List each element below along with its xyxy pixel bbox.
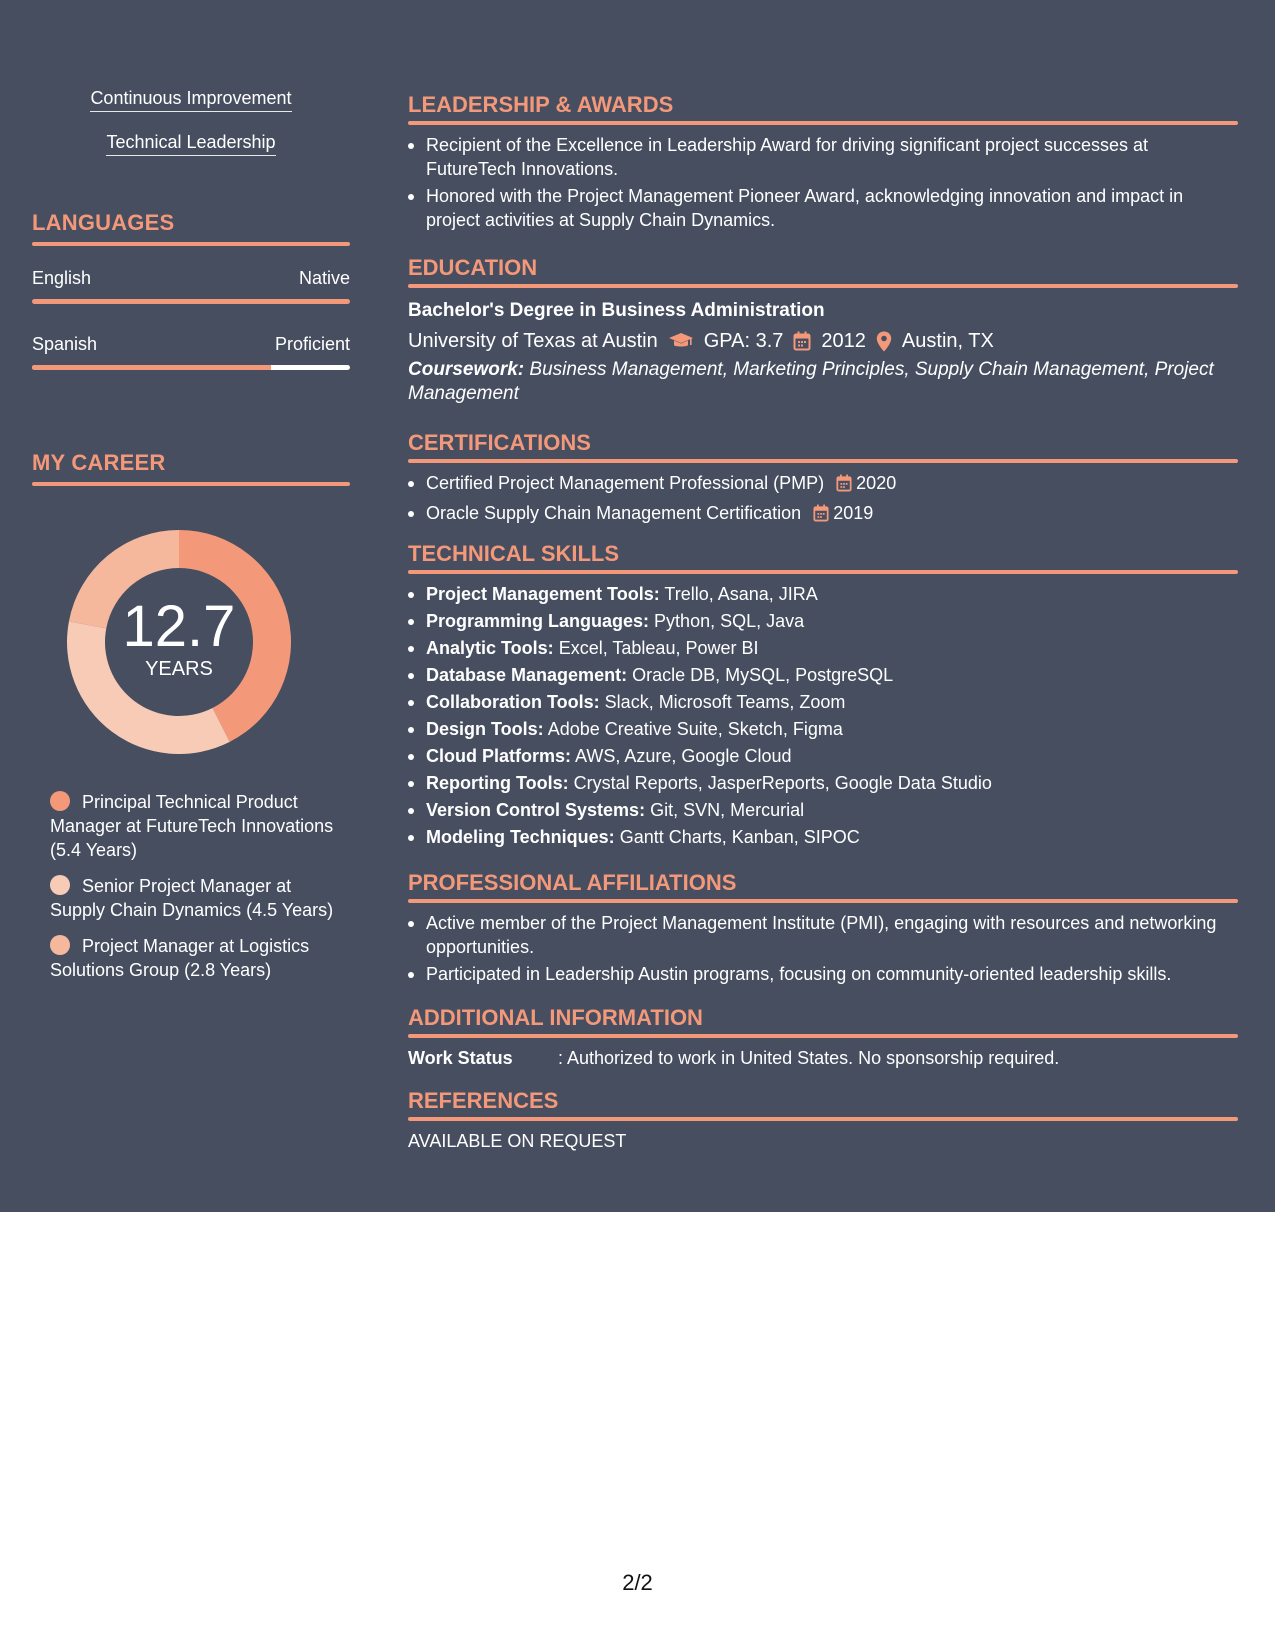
sidebar xyxy=(0,0,383,1212)
list-item: Active member of the Project Management Institute (PMI), engaging with resources and networking opportunities. xyxy=(408,911,1238,959)
skill-label: Version Control Systems: xyxy=(426,800,646,820)
page-number: 2/2 xyxy=(622,1570,653,1595)
work-status-value: : Authorized to work in United States. No sponsorship required. xyxy=(558,1048,1060,1068)
skill-item xyxy=(408,609,1238,634)
career-total-unit: YEARS xyxy=(145,657,213,680)
leadership-list xyxy=(408,133,1238,232)
skill-item xyxy=(408,825,1238,850)
strengths-list xyxy=(32,86,350,174)
heading-rule xyxy=(408,1034,1238,1038)
skill-label: Project Management Tools: xyxy=(426,584,660,604)
certification-name: Certified Project Management Professional (PMP) xyxy=(426,473,825,493)
skill-value: Gantt Charts, Kanban, SIPOC xyxy=(619,827,860,847)
work-status-label: Work Status xyxy=(408,1048,513,1068)
skill-item xyxy=(408,690,1238,715)
language-name: English xyxy=(32,268,92,288)
calendar-icon xyxy=(836,474,852,498)
skill-value: Trello, Asana, JIRA xyxy=(664,584,818,604)
certifications-heading: CERTIFICATIONS xyxy=(408,430,591,455)
language-proficiency-bar xyxy=(32,365,350,370)
list-item: Participated in Leadership Austin programs, focusing on community-oriented leadership skills. xyxy=(408,962,1238,986)
language-row xyxy=(32,268,350,289)
heading-rule xyxy=(408,899,1238,903)
list-item: Recipient of the Excellence in Leadership Award for driving significant project successes at FutureTech Innovations. xyxy=(408,133,1238,181)
career-total-years: 12.7 xyxy=(122,593,236,659)
graduation-year: 2012 xyxy=(821,330,866,352)
education-section xyxy=(408,255,1238,406)
skills-list xyxy=(408,582,1238,850)
certification-item xyxy=(408,471,1238,498)
language-proficiency-fill xyxy=(32,299,350,304)
references-heading: REFERENCES xyxy=(408,1088,559,1113)
heading-rule xyxy=(408,1117,1238,1121)
skill-label: Programming Languages: xyxy=(426,611,650,631)
skill-value: Adobe Creative Suite, Sketch, Figma xyxy=(547,719,843,739)
affiliations-list xyxy=(408,911,1238,986)
education-heading: EDUCATION xyxy=(408,255,538,280)
skill-label: Design Tools: xyxy=(426,719,544,739)
certification-item xyxy=(408,501,1238,528)
school-name: University of Texas at Austin xyxy=(408,330,658,352)
education-meta xyxy=(408,328,1238,354)
degree-title: Bachelor's Degree in Business Administration xyxy=(408,300,825,321)
skill-value: Excel, Tableau, Power BI xyxy=(558,638,759,658)
language-name: Spanish xyxy=(32,334,98,354)
certification-year: 2020 xyxy=(856,473,897,493)
coursework-label: Coursework: xyxy=(408,359,525,380)
heading-rule xyxy=(408,284,1238,288)
affiliations-section xyxy=(408,870,1238,989)
career-legend-label: Project Manager at Logistics Solutions Group (2.8 Years) xyxy=(50,936,310,980)
skill-item xyxy=(408,582,1238,607)
references-section xyxy=(408,1088,1238,1152)
skills-heading: TECHNICAL SKILLS xyxy=(408,541,620,566)
skill-value: Crystal Reports, JasperReports, Google Data Studio xyxy=(573,773,992,793)
career-section xyxy=(32,450,350,980)
language-proficiency-bar xyxy=(32,299,350,304)
skill-item xyxy=(408,663,1238,688)
language-row xyxy=(32,334,350,355)
language-level: Native xyxy=(298,268,350,288)
skill-item xyxy=(408,771,1238,796)
career-legend-label: Senior Project Manager at Supply Chain Dynamics (4.5 Years) xyxy=(50,876,334,920)
career-legend-item xyxy=(50,790,340,862)
career-legend-item xyxy=(50,934,340,982)
heading-rule xyxy=(32,482,350,486)
certification-year: 2019 xyxy=(833,503,874,523)
language-level: Proficient xyxy=(274,334,350,354)
languages-section xyxy=(32,210,350,370)
skill-value: Python, SQL, Java xyxy=(654,611,805,631)
heading-rule xyxy=(408,121,1238,125)
leadership-heading: LEADERSHIP & AWARDS xyxy=(408,92,674,117)
certifications-list xyxy=(408,471,1238,528)
skill-value: Git, SVN, Mercurial xyxy=(650,800,805,820)
career-legend-item xyxy=(50,874,340,922)
legend-dot xyxy=(50,791,70,811)
strength-item: Technical Leadership xyxy=(106,130,275,156)
certification-name: Oracle Supply Chain Management Certification xyxy=(426,503,802,523)
languages-heading: LANGUAGES xyxy=(32,210,175,235)
skill-label: Cloud Platforms: xyxy=(426,746,572,766)
skill-value: AWS, Azure, Google Cloud xyxy=(575,746,792,766)
heading-rule xyxy=(408,459,1238,463)
career-legend-label: Principal Technical Product Manager at FutureTech Innovations (5.4 Years) xyxy=(50,792,334,860)
skill-value: Oracle DB, MySQL, PostgreSQL xyxy=(632,665,894,685)
leadership-section xyxy=(408,92,1238,235)
skill-item xyxy=(408,744,1238,769)
donut-center xyxy=(67,530,291,754)
career-legend xyxy=(50,790,340,994)
skill-label: Database Management: xyxy=(426,665,628,685)
references-text: AVAILABLE ON REQUEST xyxy=(408,1131,627,1151)
calendar-icon xyxy=(813,504,829,528)
location-pin-icon xyxy=(876,331,892,352)
career-donut-chart xyxy=(67,530,291,754)
skill-label: Analytic Tools: xyxy=(426,638,554,658)
skill-value: Slack, Microsoft Teams, Zoom xyxy=(604,692,846,712)
certifications-section xyxy=(408,430,1238,531)
legend-dot xyxy=(50,935,70,955)
skill-item xyxy=(408,636,1238,661)
skill-item xyxy=(408,717,1238,742)
coursework-list: Business Management, Marketing Principles, Supply Chain Management, Project Management xyxy=(408,359,1214,404)
career-heading: MY CAREER xyxy=(32,450,166,475)
main-content xyxy=(383,0,1275,1212)
education-location: Austin, TX xyxy=(901,330,994,352)
skill-item xyxy=(408,798,1238,823)
calendar-icon xyxy=(793,331,811,351)
gpa: GPA: 3.7 xyxy=(703,330,784,352)
additional-heading: ADDITIONAL INFORMATION xyxy=(408,1005,703,1030)
skill-label: Collaboration Tools: xyxy=(426,692,600,712)
technical-skills-section xyxy=(408,541,1238,852)
strength-item: Continuous Improvement xyxy=(90,86,291,112)
affiliations-heading: PROFESSIONAL AFFILIATIONS xyxy=(408,870,737,895)
list-item: Honored with the Project Management Pioneer Award, acknowledging innovation and impact in project activities at Supply Chain Dynamics. xyxy=(408,184,1238,232)
heading-rule xyxy=(32,242,350,246)
language-proficiency-fill xyxy=(32,365,271,370)
additional-info-section xyxy=(408,1005,1238,1070)
coursework xyxy=(408,358,1238,406)
skill-label: Modeling Techniques: xyxy=(426,827,615,847)
work-status-row xyxy=(408,1046,1238,1070)
graduation-cap-icon xyxy=(668,332,694,350)
legend-dot xyxy=(50,875,70,895)
heading-rule xyxy=(408,570,1238,574)
skill-label: Reporting Tools: xyxy=(426,773,569,793)
